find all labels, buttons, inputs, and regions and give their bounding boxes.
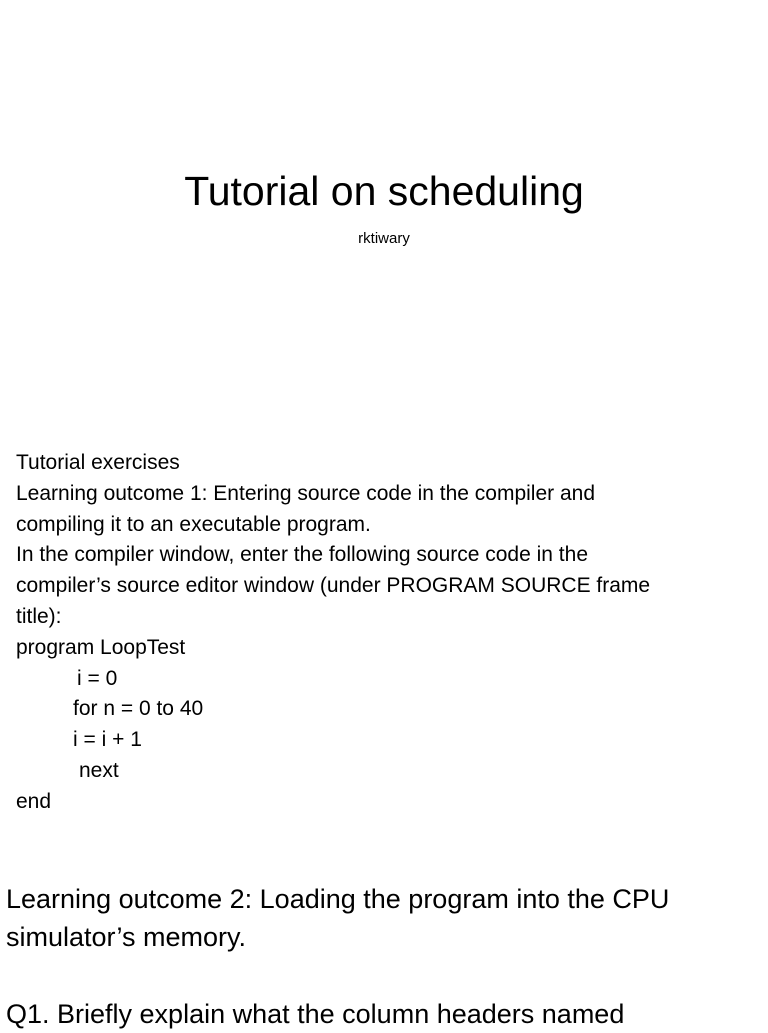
learning-outcome-2	[6, 880, 762, 956]
learning-outcome-1-line-1: Learning outcome 1: Entering source code in the compiler and	[16, 481, 596, 505]
exercises-heading: Tutorial exercises	[16, 451, 180, 474]
instruction-line-2: compiler’s source editor window (under PROGRAM SOURCE frame	[16, 574, 651, 598]
code-line-program: program LoopTest	[16, 635, 186, 659]
code-line-next: next	[79, 758, 119, 782]
learning-outcome-2-line-1: Learning outcome 2: Loading the program into the CPU	[6, 884, 670, 914]
code-line-increment: i = i + 1	[73, 728, 142, 752]
code-line-init: i = 0	[77, 666, 118, 690]
code-line-for: for n = 0 to 40	[73, 697, 204, 721]
slide-author: rktiwary	[358, 230, 410, 247]
code-line-end: end	[16, 789, 52, 813]
source-code-listing	[16, 633, 756, 818]
exercise-text-block	[16, 448, 756, 818]
instruction-line-3: title):	[16, 604, 62, 628]
instruction-line-1: In the compiler window, enter the following source code in the	[16, 543, 588, 567]
learning-outcome-1-line-2: compiling it to an executable program.	[16, 512, 371, 536]
slide-title: Tutorial on scheduling	[184, 168, 584, 214]
question-1-text: Q1. Briefly explain what the column headers named	[6, 999, 625, 1029]
learning-outcome-2-line-2: simulator’s memory.	[6, 922, 247, 952]
